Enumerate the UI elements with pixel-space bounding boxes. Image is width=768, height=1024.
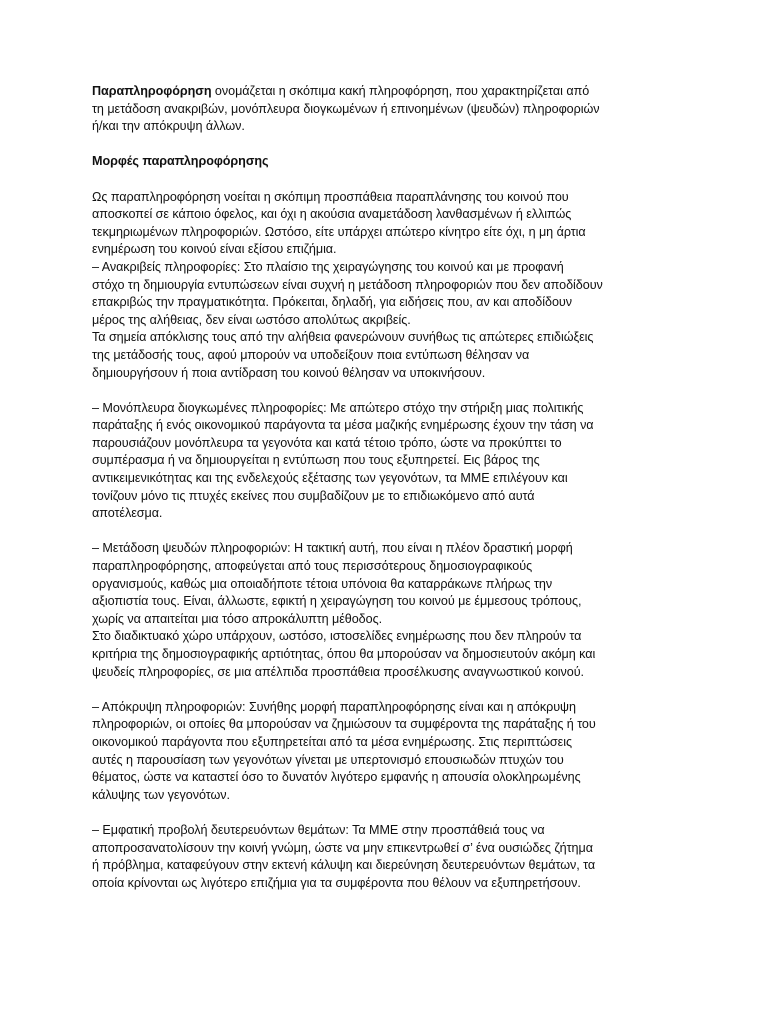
section-heading: Μορφές παραπληροφόρησης <box>92 154 269 169</box>
text-line: αντικειμενικότητας και της ενδελεχούς εξέτασης των γεγονότων, τα ΜΜΕ επιλέγουν και <box>92 471 568 486</box>
text-line: – Μονόπλευρα διογκωμένες πληροφορίες: Με απώτερο στόχο την στήριξη μιας πολιτικής <box>92 400 584 415</box>
text-line: οργανισμούς, καθώς μια οποιαδήποτε τέτοια υπόνοια θα καταρράκωνε πλήρως την <box>92 576 553 591</box>
text-line: αξιοπιστία τους. Είναι, άλλωστε, εφικτή η χειραγώγηση του κοινού με έμμεσους τρόπους, <box>92 594 582 609</box>
text-line: στόχο τη δημιουργία εντυπώσεων είναι συχνή η μετάδοση πληροφοριών που δεν αποδίδουν <box>92 277 603 292</box>
body-paragraph <box>92 822 682 892</box>
text-line: – Ανακριβείς πληροφορίες: Στο πλαίσιο της χειραγώγησης του κοινού και με προφανή <box>92 259 564 274</box>
text-line: παρουσιάζουν μονόπλευρα τα γεγονότα και κατά τέτοιο τρόπο, ώστε να προκύπτει το <box>92 435 562 450</box>
text-line: χωρίς να απαιτείται μια τόσο απροκάλυπτη μέθοδος. <box>92 611 383 626</box>
text-line: αποτέλεσμα. <box>92 506 163 521</box>
text-line: θέματος, ώστε να καταστεί όσο το δυνατόν λιγότερο εμφανής η απουσία ολοκληρωμένης <box>92 770 581 785</box>
text-line: Τα σημεία απόκλισης τους από την αλήθεια φανερώνουν συνήθως τις απώτερες επιδιώξεις <box>92 330 594 345</box>
text-line: τονίζουν μόνο τις πτυχές εκείνες που συμβαδίζουν με το επιδιωκόμενο από αυτά <box>92 488 535 503</box>
text-line: δημιουργήσουν ή ποια αντίδραση του κοινού θέλησαν να υποκινήσουν. <box>92 365 486 380</box>
text-line: – Μετάδοση ψευδών πληροφοριών: Η τακτική αυτή, που είναι η πλέον δραστική μορφή <box>92 541 573 556</box>
text-line: μέρος της αλήθειας, δεν είναι ωστόσο απολύτως ακριβείς. <box>92 312 411 327</box>
intro-first-line-rest: ονομάζεται η σκόπιμα κακή πληροφόρηση, που χαρακτηρίζεται από <box>211 84 590 98</box>
text-line: παραπληροφόρησης, αποφεύγεται από τους περισσότερους δημοσιογραφικούς <box>92 559 533 574</box>
text-line: – Απόκρυψη πληροφοριών: Συνήθης μορφή παραπληροφόρησης είναι και η απόκρυψη <box>92 699 576 714</box>
text-line: ή/και την απόκρυψη άλλων. <box>92 119 245 134</box>
text-line: κάλυψης των γεγονότων. <box>92 787 230 802</box>
text-line: τη μετάδοση ανακριβών, μονόπλευρα διογκωμένων ή επινοημένων (ψευδών) πληροφοριών <box>92 101 600 116</box>
text-line: οποία κρίνονται ως λιγότερο επιζήμια για τα συμφέροντα που θέλουν να εξυπηρετήσουν. <box>92 875 581 890</box>
text-line: της μετάδοσής τους, αφού μπορούν να υποδείξουν ποια εντύπωση θέλησαν να <box>92 347 530 362</box>
text-line: παράταξης ή ενός οικονομικού παράγοντα τα μέσα μαζικής ενημέρωσης έχουν την τάση να <box>92 418 594 433</box>
sections-container <box>92 189 682 893</box>
text-line: ή πρόβλημα, καταφεύγουν στην εκτενή κάλυψη και διερεύνηση δευτερευόντων θεμάτων, τα <box>92 858 596 873</box>
text-line: Στο διαδικτυακό χώρο υπάρχουν, ωστόσο, ιστοσελίδες ενημέρωσης που δεν πληρούν τα <box>92 629 582 644</box>
body-paragraph <box>92 540 682 681</box>
defined-term: Παραπληροφόρηση <box>92 84 212 98</box>
text-line: επακριβώς την πραγματικότητα. Πρόκειται, δηλαδή, για ειδήσεις που, αν και αποδίδουν <box>92 295 573 310</box>
document-page <box>92 83 682 910</box>
text-line: αυτές η παρουσίαση των γεγονότων γίνεται με υπερτονισμό επουσιωδών πτυχών του <box>92 752 564 767</box>
text-line: κριτήρια της δημοσιογραφικής αρτιότητας, όπου θα μπορούσαν να δημοσιευτούν ακόμη και <box>92 647 596 661</box>
text-line <box>92 83 682 101</box>
text-line: – Εμφατική προβολή δευτερευόντων θεμάτων: Τα ΜΜΕ στην προσπάθειά τους να <box>92 822 545 837</box>
text-line: συμπέρασμα ή να δημιουργείται η εντύπωση που τους εξυπηρετεί. Εις βάρος της <box>92 453 540 468</box>
text-line: πληροφοριών, οι οποίες θα μπορούσαν να ζημιώσουν τα συμφέροντα της παράταξης ή του <box>92 717 596 732</box>
text-line: αποσκοπεί σε κάποιο όφελος, και όχι η ακούσια αναμετάδοση λανθασμένων ή ελλιπώς <box>92 207 572 222</box>
intro-paragraph <box>92 83 682 136</box>
body-paragraph <box>92 400 682 523</box>
text-line: τεκμηριωμένων πληροφοριών. Ωστόσο, είτε υπάρχει απώτερο κίνητρο είτε όχι, η μη άρτια <box>92 224 586 239</box>
text-line: αποπροσανατολίσουν την κοινή γνώμη, ώστε να μην επικεντρωθεί σ’ ένα ουσιώδες ζήτημα <box>92 840 593 855</box>
body-paragraph <box>92 699 682 805</box>
text-line: Ως παραπληροφόρηση νοείται η σκόπιμη προσπάθεια παραπλάνησης του κοινού που <box>92 189 569 204</box>
text-line: ψευδείς πληροφορίες, σε μια απέλπιδα προσπάθεια προσέλκυσης αναγνωστικού κοινού. <box>92 664 585 679</box>
text-line: ενημέρωση του κοινού είναι εξίσου επιζήμια. <box>92 242 337 257</box>
text-line: οικονομικού παράγοντα που εξυπηρετείται από τα μέσα ενημέρωσης. Στις περιπτώσεις <box>92 734 572 749</box>
body-paragraph <box>92 189 682 383</box>
